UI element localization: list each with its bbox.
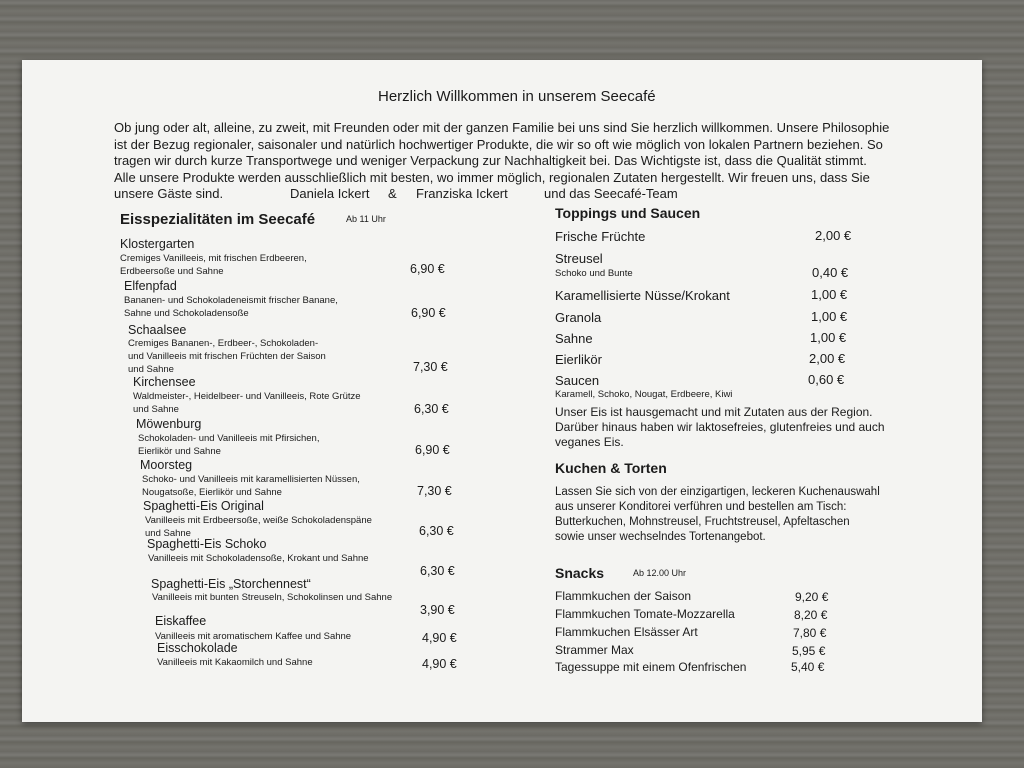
topping-name: Saucen: [555, 373, 600, 388]
topping-name: Eierlikör: [555, 352, 602, 367]
topping-name: Streusel: [555, 251, 603, 266]
ice-item-price: 6,90 €: [415, 443, 450, 457]
ice-item-name: Eiskaffee: [155, 614, 207, 628]
snacks-heading: Snacks: [555, 565, 605, 581]
ice-note: Unser Eis ist hausgemacht und mit Zutaten aus der Region. Darüber hinaus haben wir laktosefreies, glutenfreies und auch veganes Eis.: [555, 405, 885, 449]
signature-line: [114, 186, 889, 203]
ice-hours: Ab 11 Uhr: [346, 214, 386, 224]
cakes-heading: Kuchen & Torten: [555, 460, 667, 476]
topping-price: 2,00 €: [809, 351, 846, 366]
menu-sheet: [22, 60, 982, 722]
ice-item-price: 6,90 €: [410, 262, 445, 276]
ice-heading: Eisspezialitäten im Seecafé: [120, 211, 316, 228]
ice-item-name: Klostergarten: [120, 237, 195, 251]
topping-name: Sahne: [555, 331, 593, 346]
ice-item-price: 3,90 €: [420, 603, 455, 617]
ampersand: &: [388, 186, 397, 201]
snack-price: 5,40 €: [791, 660, 825, 674]
page-title: Herzlich Willkommen in unserem Seecafé: [378, 88, 656, 105]
closing-text: unsere Gäste sind.: [114, 186, 224, 201]
intro-line: Alle unsere Produkte werden ausschließlich mit besten, wo immer möglich, regionalen Zutaten hergestellt. Wir freuen uns, dass Sie: [114, 169, 870, 185]
intro-text: [114, 120, 889, 203]
snack-name: Flammkuchen Elsässer Art: [555, 625, 698, 639]
topping-desc: Schoko und Bunte: [555, 268, 633, 279]
ice-item-name: Schaalsee: [128, 323, 187, 337]
ice-item-desc: Cremiges Bananen-, Erdbeer-, Schokoladen- und Vanilleeis mit frischen Früchten der Saison und Sahne: [128, 338, 326, 375]
ice-item-desc: Bananen- und Schokoladeneismit frischer Banane, Sahne und Schokoladensoße: [124, 295, 338, 319]
ice-item-price: 6,30 €: [414, 402, 449, 416]
ice-item-desc: Vanilleeis mit Kakaomilch und Sahne: [157, 657, 313, 668]
topping-price: 1,00 €: [811, 309, 848, 324]
ice-item-price: 4,90 €: [422, 631, 457, 645]
ice-item-desc: Vanilleeis mit bunten Streuseln, Schokolinsen und Sahne: [152, 592, 393, 603]
topping-name: Frische Früchte: [555, 229, 646, 244]
topping-price: 2,00 €: [815, 228, 852, 243]
ice-item-name: Spaghetti-Eis „Storchennest“: [151, 577, 311, 591]
ice-item-desc: Schoko- und Vanilleeis mit karamellisierten Nüssen, Nougatsoße, Eierlikör und Sahne: [142, 474, 360, 498]
topping-desc: Karamell, Schoko, Nougat, Erdbeere, Kiwi: [555, 389, 733, 400]
intro-line: tragen wir durch kurze Transportwege und weniger Verpackung zur Nachhaltigkeit bei. Das Wichtigste ist, dass die Qualität stimmt.: [114, 153, 867, 168]
ice-item-price: 6,30 €: [419, 524, 454, 538]
ice-item-desc: Vanilleeis mit Schokoladensoße, Krokant und Sahne: [148, 553, 369, 564]
ice-item-name: Eisschokolade: [157, 641, 238, 655]
team-signature: und das Seecafé-Team: [544, 186, 678, 201]
ice-item-price: 6,30 €: [420, 564, 455, 578]
snacks-hours: Ab 12.00 Uhr: [633, 568, 687, 578]
signer-2: Franziska Ickert: [416, 186, 508, 201]
topping-name: Karamellisierte Nüsse/Krokant: [555, 288, 730, 303]
topping-price: 1,00 €: [811, 287, 848, 302]
snack-name: Tagessuppe mit einem Ofenfrischen: [555, 660, 747, 674]
snack-price: 9,20 €: [795, 590, 829, 604]
ice-item-name: Spaghetti-Eis Schoko: [147, 537, 267, 551]
snack-name: Flammkuchen der Saison: [555, 589, 692, 603]
intro-line: ist der Bezug regionaler, saisonaler und natürlich hochwertiger Produkte, die wir so oft wie möglich von lokalen Partnern beziehen. So: [114, 136, 883, 152]
signer-1: Daniela Ickert: [290, 186, 370, 201]
ice-item-name: Kirchensee: [133, 375, 196, 389]
ice-item-desc: Schokoladen- und Vanilleeis mit Pfirsichen, Eierlikör und Sahne: [138, 433, 320, 457]
ice-item-price: 4,90 €: [422, 657, 457, 671]
toppings-heading: Toppings und Saucen: [555, 205, 701, 221]
ice-item-name: Elfenpfad: [124, 279, 177, 293]
ice-item-desc: Waldmeister-, Heidelbeer- und Vanilleeis, Rote Grütze und Sahne: [133, 391, 361, 415]
snack-price: 5,95 €: [792, 644, 826, 658]
ice-item-desc: Cremiges Vanilleeis, mit frischen Erdbeeren, Erdbeersoße und Sahne: [120, 253, 307, 277]
topping-price: 0,40 €: [812, 265, 849, 280]
snack-name: Flammkuchen Tomate-Mozzarella: [555, 607, 735, 621]
snack-price: 8,20 €: [794, 608, 828, 622]
ice-item-price: 7,30 €: [413, 360, 448, 374]
ice-item-desc: Vanilleeis mit aromatischem Kaffee und Sahne: [155, 631, 352, 642]
snack-name: Strammer Max: [555, 643, 634, 657]
ice-item-desc: Vanilleeis mit Erdbeersoße, weiße Schokoladenspäne und Sahne: [145, 515, 372, 539]
ice-item-price: 6,90 €: [411, 306, 446, 320]
cakes-text: Lassen Sie sich von der einzigartigen, leckeren Kuchenauswahl aus unserer Konditorei verführen und bestellen am Tisch: Butterkuchen, Mohnstreusel, Fruchtstreusel, Apfeltaschen sowie unser wechselndes Tortenangebot.: [555, 486, 880, 543]
ice-item-name: Moorsteg: [140, 458, 193, 472]
ice-item-price: 7,30 €: [417, 484, 452, 498]
topping-price: 1,00 €: [810, 330, 847, 345]
intro-line: Ob jung oder alt, alleine, zu zweit, mit Freunden oder mit der ganzen Familie bei uns sind Sie herzlich willkommen. Unsere Philosophie: [114, 120, 890, 135]
ice-item-name: Möwenburg: [136, 417, 202, 431]
topping-price: 0,60 €: [808, 372, 845, 387]
ice-item-name: Spaghetti-Eis Original: [143, 499, 264, 513]
snack-price: 7,80 €: [793, 626, 827, 640]
topping-name: Granola: [555, 310, 602, 325]
